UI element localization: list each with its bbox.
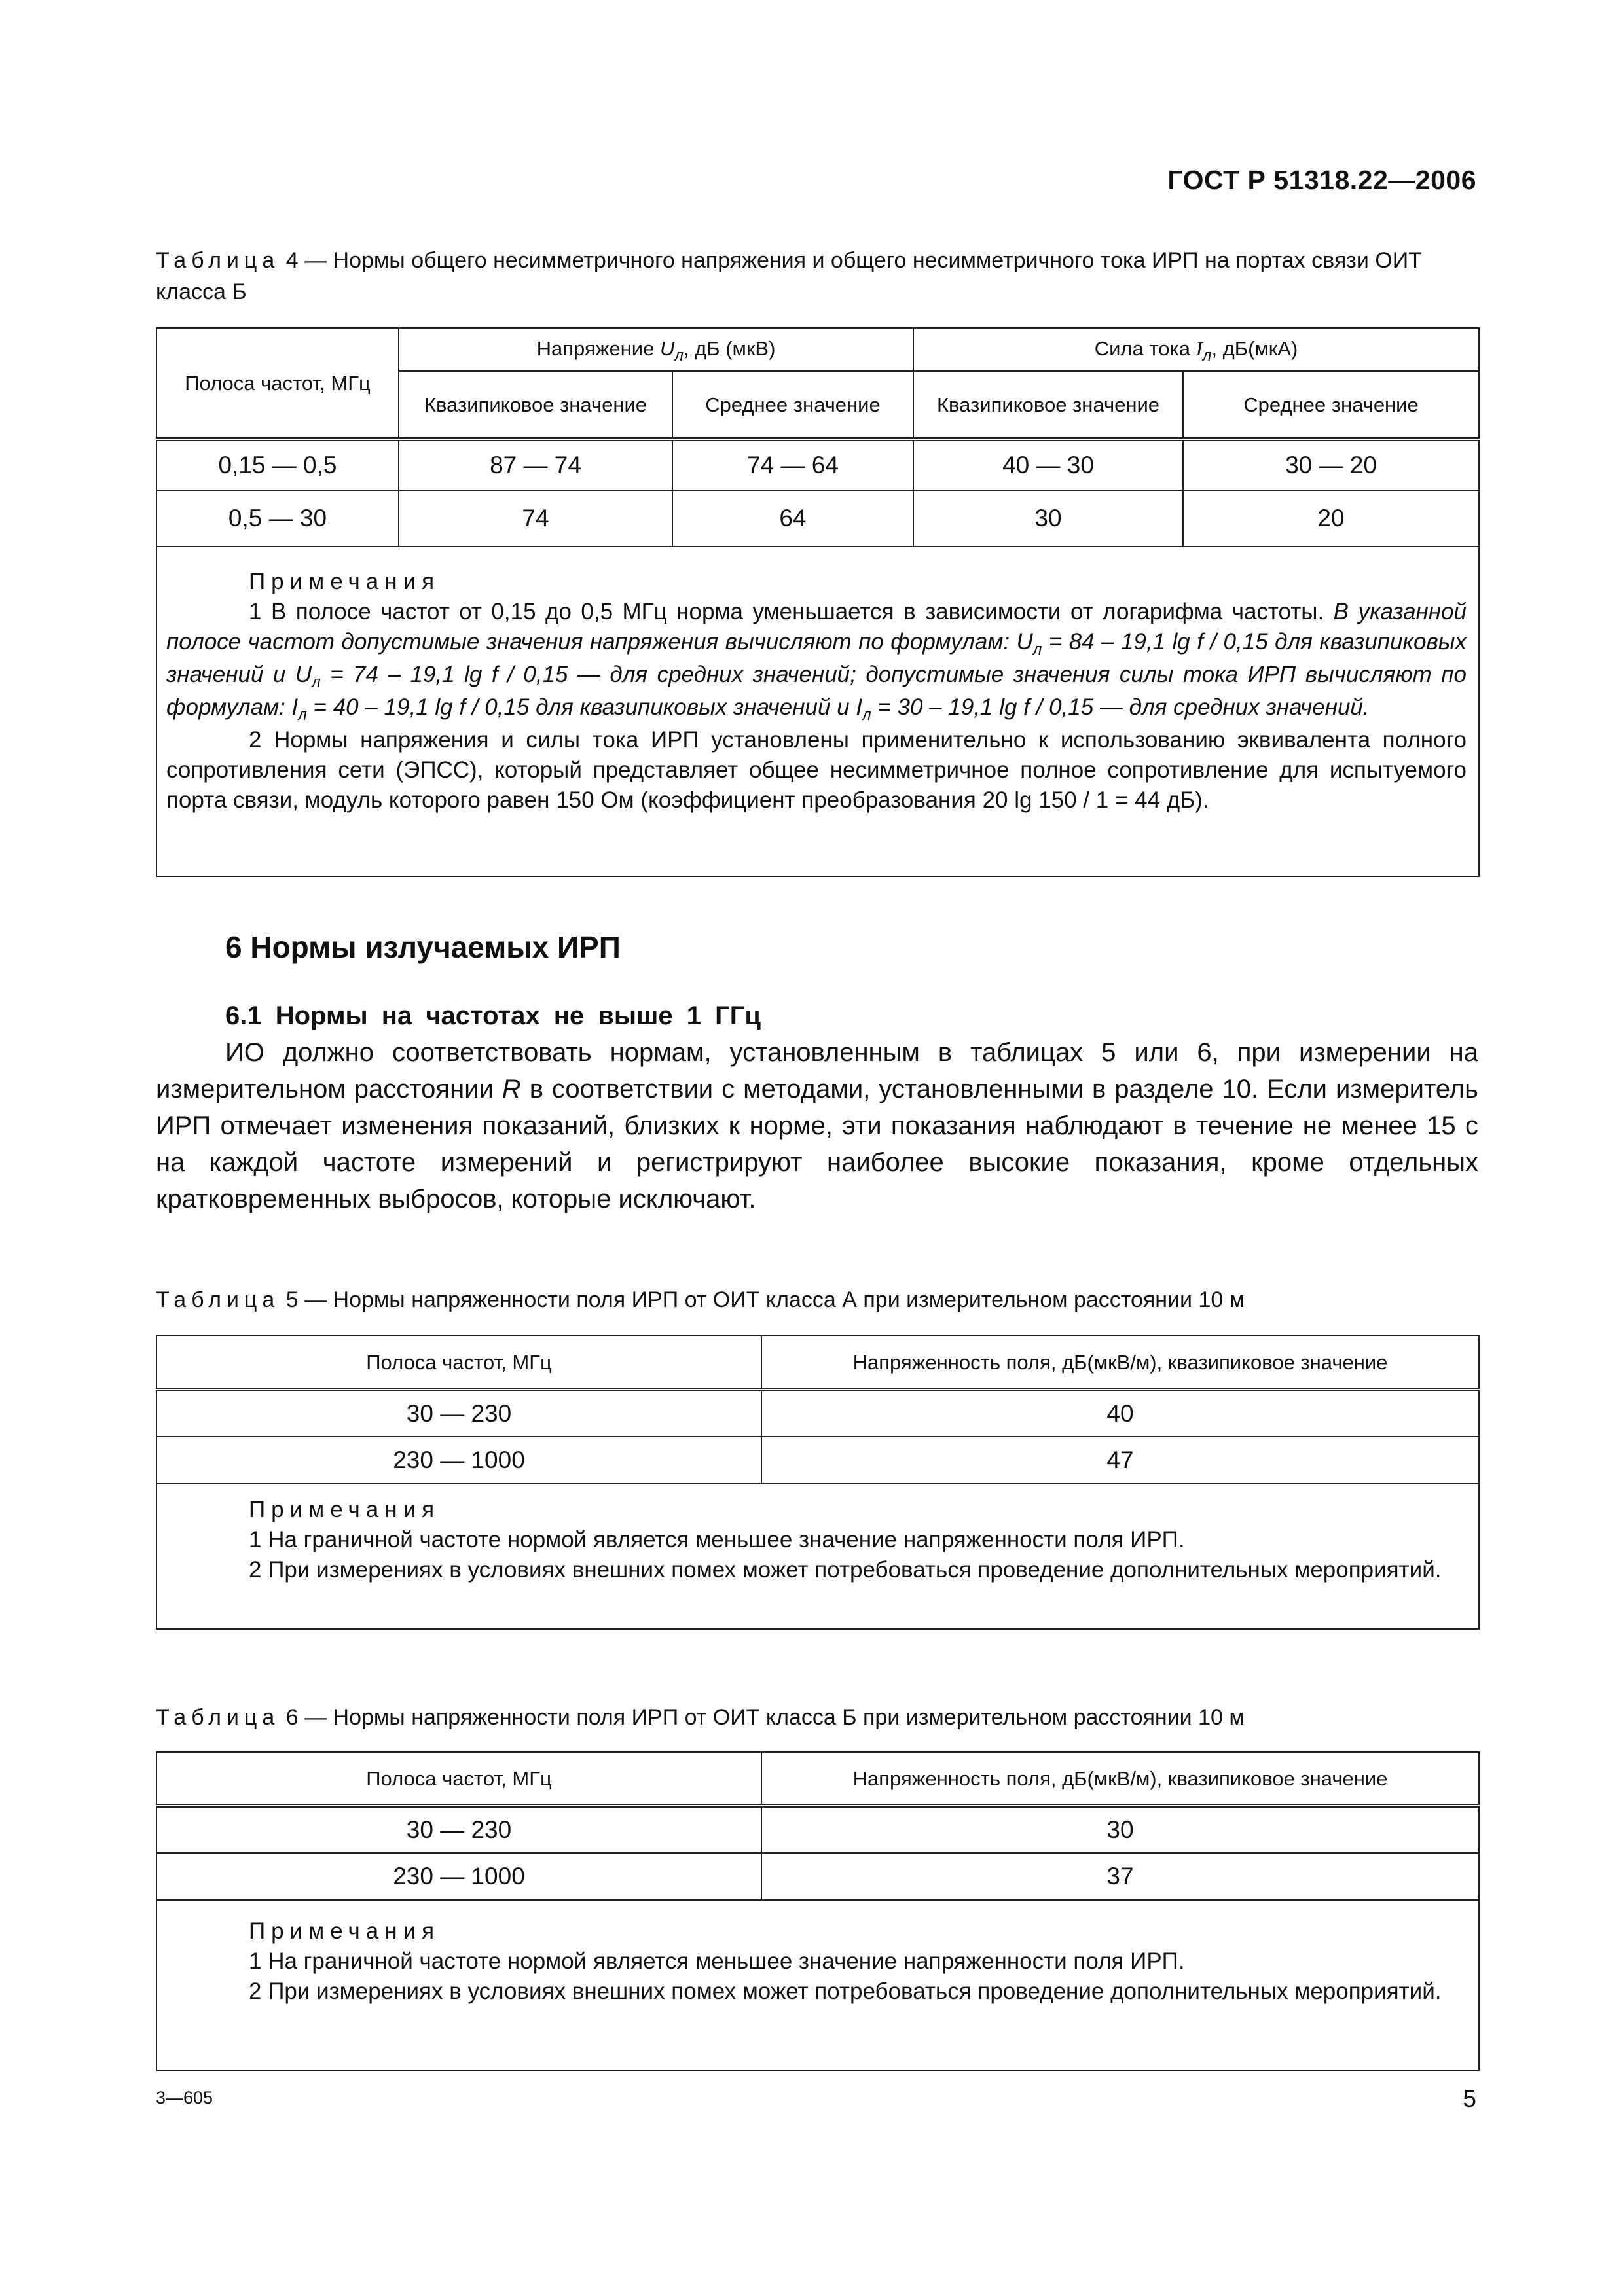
table6-notes-title: Примечания: [249, 1918, 441, 1944]
table5-row2-band: 230 — 1000: [156, 1437, 761, 1484]
section-paragraph: ИО должно соответствовать нормам, установленным в таблицах 5 или 6, при измерении на измерительном расстоянии R в соответствии с методами, установленными в разделе 10. Если измеритель ИРП отмечает изменения показаний, близких к норме, эти показания наблюдают в течение не менее 15 с на каждой частоте измерений и регистрируют наиболее высокие показания, кроме отдельных кратковременных выбросов, которые исключают.: [156, 1038, 1478, 1213]
table4-note1: 1 В полосе частот от 0,15 до 0,5 МГц норма уменьшается в зависимости от логарифма частоты. В указанной полосе частот допустимые значения напряжения вычисляют по формулам: $U_л = 84 - 19,1$ lg f / 0,15 для квазипиковых значений и $U_л = 74 - 19,1$ lg f / 0,15 — для средних значений; допустимые значения силы тока ИРП вычисляют по формулам: $I_л = 40 - 19,1$ lg f / 0,15 для квазипиковых значений и $I_л = 30 - 19,1$ lg f / 0,15 — для средних значений.: [166, 599, 1467, 724]
table5-caption-label: Таблица: [156, 1287, 280, 1312]
table5-caption: [156, 1284, 1478, 1316]
table5-notes-title: Примечания: [249, 1497, 441, 1522]
table6-caption-text: 6 — Нормы напряженности поля ИРП от ОИТ класса Б при измерительном расстоянии 10 м: [280, 1705, 1245, 1730]
standard-code: ГОСТ Р 51318.22—2006: [1167, 165, 1476, 195]
table-row: [156, 1806, 1479, 1853]
table-row: [156, 490, 1479, 547]
table4-voltage-header: Напряжение $U_л$, дБ (мкВ): [399, 328, 913, 371]
table6: [156, 1751, 1480, 2071]
table5-note1: 1 На граничной частоте нормой является меньшее значение напряженности поля ИРП.: [249, 1527, 1185, 1552]
table4-row1-i-av: 30 — 20: [1183, 439, 1479, 490]
table4-current-avg-header: Среднее значение: [1183, 371, 1479, 439]
table-row: [156, 1853, 1479, 1900]
table5-value-header: Напряженность поля, дБ(мкВ/м), квазипиковое значение: [761, 1336, 1479, 1390]
table4-band-header: Полоса частот, МГц: [156, 328, 399, 439]
table6-notes: [156, 1900, 1479, 2070]
table6-band-header: Полоса частот, МГц: [156, 1752, 761, 1806]
table6-caption-label: Таблица: [156, 1705, 280, 1730]
subsection-title: 6.1 Нормы на частотах не выше 1 ГГц: [225, 1001, 761, 1030]
table4-row1-u-qp: 87 — 74: [399, 439, 672, 490]
table4-notes-title: Примечания: [249, 569, 441, 594]
table4-voltage-quasi-header: Квазипиковое значение: [399, 371, 672, 439]
table5-caption-text: 5 — Нормы напряженности поля ИРП от ОИТ класса А при измерительном расстоянии 10 м: [280, 1287, 1245, 1312]
section-title: 6 Нормы излучаемых ИРП: [225, 930, 621, 964]
table6-row1-band: 30 — 230: [156, 1806, 761, 1853]
table4-row1-i-qp: 40 — 30: [913, 439, 1183, 490]
table4-note2: 2 Нормы напряжения и силы тока ИРП установлены применительно к использованию эквивалента полного сопротивления сети (ЭПСС), который представляет общее несимметричное полное сопротивление для испытуемого порта связи, модуль которого равен 150 Ом (коэффициент преобразования 20 lg 150 / 1 = 44 дБ).: [166, 727, 1467, 813]
table4-row1-u-av: 74 — 64: [672, 439, 913, 490]
table5-notes: [156, 1484, 1479, 1629]
table4-current-quasi-header: Квазипиковое значение: [913, 371, 1183, 439]
print-code: 3—605: [156, 2088, 213, 2108]
table4-row2-u-qp: 74: [399, 490, 672, 547]
table5-row1-band: 30 — 230: [156, 1390, 761, 1437]
table-row: [156, 1437, 1479, 1484]
table-row: [156, 1390, 1479, 1437]
table6-row2-band: 230 — 1000: [156, 1853, 761, 1900]
table6-row2-value: 37: [761, 1853, 1479, 1900]
table5-row2-value: 47: [761, 1437, 1479, 1484]
table4-row2-i-qp: 30: [913, 490, 1183, 547]
table6-note2: 2 При измерениях в условиях внешних помех может потребоваться проведение дополнительных мероприятий.: [249, 1979, 1442, 2004]
table5-note2: 2 При измерениях в условиях внешних помех может потребоваться проведение дополнительных мероприятий.: [249, 1557, 1442, 1583]
table4-caption: [156, 245, 1478, 308]
table4-caption-text: 4 — Нормы общего несимметричного напряжения и общего несимметричного тока ИРП на портах связи ОИТ класса Б: [156, 248, 1422, 304]
table6-caption: [156, 1702, 1478, 1733]
table4-row2-i-av: 20: [1183, 490, 1479, 547]
table6-row1-value: 30: [761, 1806, 1479, 1853]
table4-voltage-avg-header: Среднее значение: [672, 371, 913, 439]
table5-row1-value: 40: [761, 1390, 1479, 1437]
table5: [156, 1335, 1480, 1630]
table4-current-header: Сила тока $I_л$, дБ(мкА): [913, 328, 1479, 371]
table6-note1: 1 На граничной частоте нормой является меньшее значение напряженности поля ИРП.: [249, 1948, 1185, 1974]
table4-row2-u-av: 64: [672, 490, 913, 547]
table-row: [156, 439, 1479, 490]
table4-caption-label: Таблица: [156, 248, 280, 273]
page-number: 5: [1463, 2085, 1476, 2112]
table4-row1-band: 0,15 — 0,5: [156, 439, 399, 490]
table4: [156, 327, 1480, 877]
table4-notes: [156, 547, 1479, 876]
table5-band-header: Полоса частот, МГц: [156, 1336, 761, 1390]
table4-row2-band: 0,5 — 30: [156, 490, 399, 547]
table6-value-header: Напряженность поля, дБ(мкВ/м), квазипиковое значение: [761, 1752, 1479, 1806]
